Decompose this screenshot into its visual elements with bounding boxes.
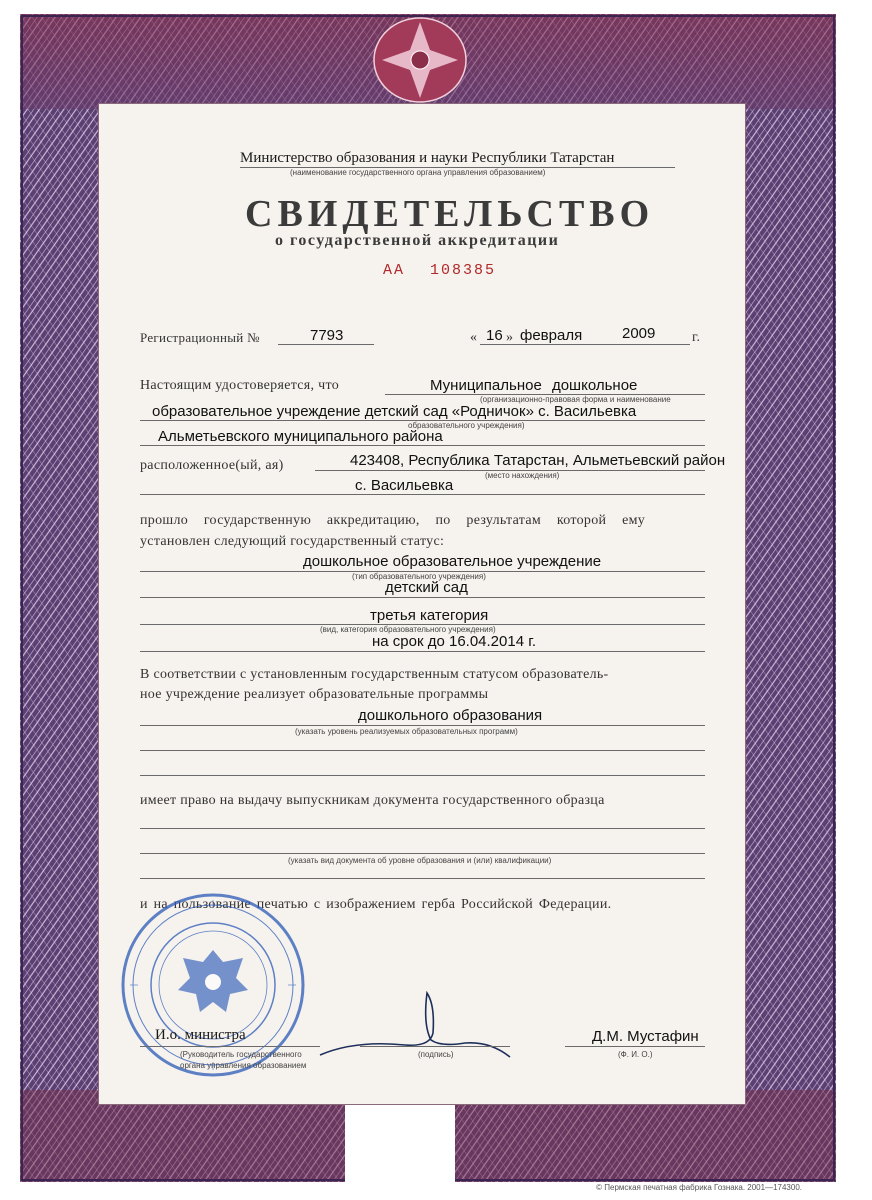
date-open-quote: « <box>470 330 478 345</box>
org-line-2: образовательное учреждение детский сад «Родничок» с. Васильевка <box>152 403 637 420</box>
org-line-3: Альметьевского муниципального района <box>158 428 443 445</box>
category-caption: (вид, категория образовательного учреждения) <box>320 625 496 634</box>
date-month: февраля <box>520 327 583 344</box>
accreditation-term: на срок до 16.04.2014 г. <box>372 633 537 650</box>
accreditation-text-1: прошло государственную аккредитацию, по результатам которой ему <box>140 513 646 528</box>
eagle-emblem-icon <box>178 950 248 1012</box>
org-line-1: Муниципальное дошкольное <box>430 377 638 394</box>
signer-name: Д.М. Мустафин <box>592 1028 699 1045</box>
position-caption-2: органа управления образованием <box>180 1061 307 1070</box>
date-day: 16 <box>486 327 503 344</box>
type-caption: (тип образовательного учреждения) <box>352 572 486 581</box>
registration-number: 7793 <box>310 327 344 344</box>
handwritten-signature <box>315 985 515 1065</box>
printer-footer: © Пермская печатная фабрика Гознака. 2001—174300. <box>596 1183 802 1192</box>
top-medallion <box>374 18 466 102</box>
level-caption: (указать уровень реализуемых образовательных программ) <box>295 727 518 736</box>
doc-caption: (указать вид документа об уровне образования и (или) квалификации) <box>288 856 552 865</box>
programs-text-1: В соответствии с установленным государственным статусом образователь- <box>140 667 609 682</box>
accreditation-text-2: установлен следующий государственный статус: <box>140 534 445 549</box>
name-caption: (Ф. И. О.) <box>618 1050 653 1059</box>
position-caption-1: (Руководитель государственного <box>180 1050 302 1059</box>
program-level: дошкольного образования <box>358 707 543 724</box>
certifies-intro: Настоящим удостоверяется, что <box>140 378 340 393</box>
programs-text-2: ное учреждение реализует образовательные программы <box>140 687 489 702</box>
date-close-quote: » <box>506 330 514 345</box>
org-caption-2: образовательного учреждения) <box>408 421 525 430</box>
address-line-2: с. Васильевка <box>355 477 454 494</box>
date-year: 2009 <box>622 325 656 342</box>
located-label: расположенное(ый, ая) <box>140 458 284 473</box>
address-caption: (место нахождения) <box>485 471 560 480</box>
serial-series: АА <box>383 262 406 279</box>
ministry-name: Министерство образования и науки Республики Татарстан <box>240 150 615 166</box>
serial-number: 108385 <box>430 262 497 279</box>
signer-position: И.о. министра <box>155 1027 246 1043</box>
ministry-caption: (наименование государственного органа управления образованием) <box>290 168 546 177</box>
certificate-subtitle: о государственной аккредитации <box>275 232 560 249</box>
address-line-1: 423408, Республика Татарстан, Альметьевский район <box>350 452 726 469</box>
registration-label: Регистрационный № <box>140 330 260 345</box>
signature-caption: (подпись) <box>418 1050 454 1059</box>
institution-category: третья категория <box>370 607 489 624</box>
year-suffix: г. <box>692 330 701 345</box>
org-caption-1: (организационно-правовая форма и наименование <box>480 395 671 404</box>
seal-text: и на пользование печатью с изображением герба Российской Федерации. <box>140 897 612 912</box>
rights-text: имеет право на выдачу выпускникам документа государственного образца <box>140 793 605 808</box>
institution-type: дошкольное образовательное учреждение <box>303 553 602 570</box>
certificate-title: СВИДЕТЕЛЬСТВО <box>245 193 655 235</box>
institution-kind: детский сад <box>385 579 468 596</box>
